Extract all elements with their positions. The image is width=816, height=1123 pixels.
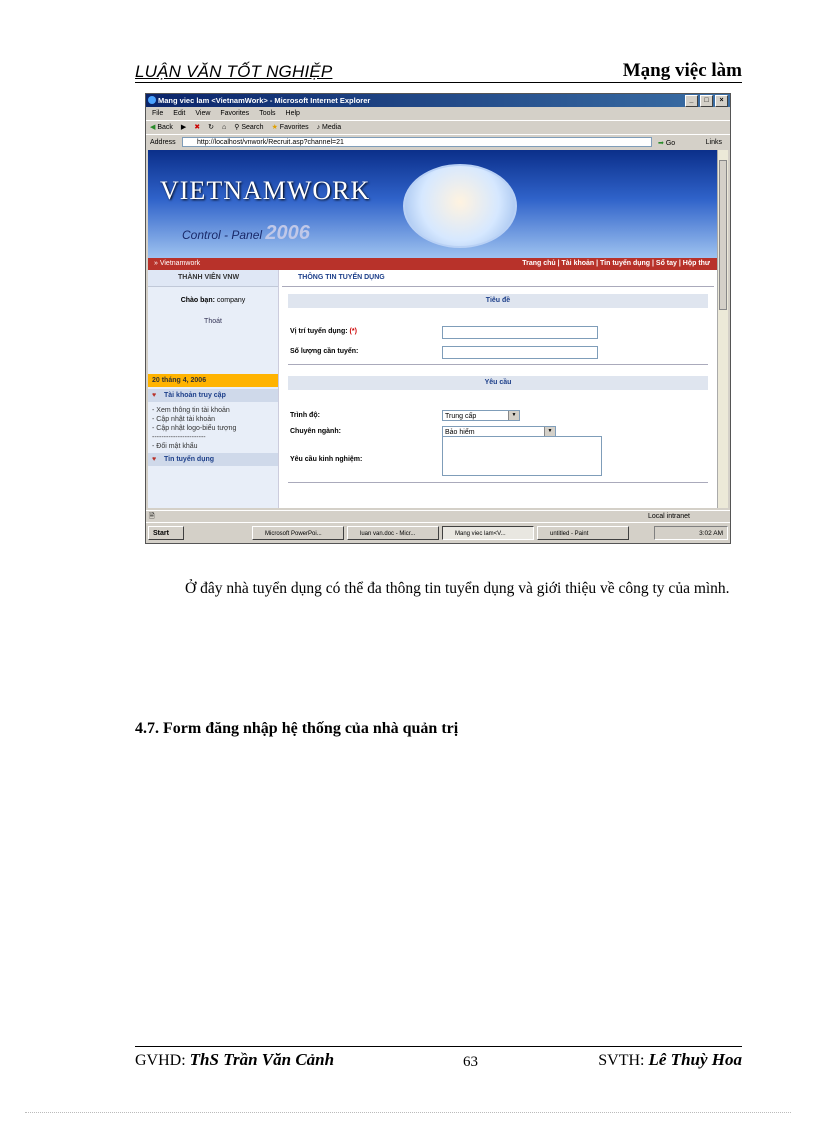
section-title-heading: Tiêu đề <box>288 294 708 308</box>
menu-file[interactable]: File <box>152 110 164 117</box>
close-icon[interactable]: × <box>715 95 728 107</box>
browser-toolbar <box>146 120 730 135</box>
quantity-label: Số lượng cần tuyển: <box>290 348 359 355</box>
site-logo: VIETNAMWORK <box>160 176 371 205</box>
stop-icon[interactable]: ✖ <box>194 124 201 131</box>
quantity-input[interactable] <box>442 346 598 359</box>
menu-help[interactable]: Help <box>285 110 300 117</box>
ie-icon <box>148 96 156 104</box>
supervisor-name: ThS Trần Văn Cảnh <box>189 1050 335 1069</box>
back-label: Back <box>157 124 173 131</box>
required-mark: (*) <box>349 328 357 335</box>
student-label: SVTH: <box>598 1052 645 1069</box>
menu-view[interactable]: View <box>195 110 211 117</box>
heart-icon: ♥ <box>152 456 157 463</box>
browser-screenshot <box>145 93 731 544</box>
major-value: Bảo hiểm <box>445 429 475 436</box>
greeting-user: company <box>216 297 246 304</box>
student-name: Lê Thuỳ Hoa <box>648 1050 742 1069</box>
menu-bar <box>146 107 730 120</box>
position-input[interactable] <box>442 326 598 339</box>
chevron-down-icon: ▼ <box>508 411 519 420</box>
task-powerpoint[interactable]: Microsoft PowerPoi... <box>252 526 344 540</box>
sidebar-item-change-password[interactable]: - Đổi mật khẩu <box>152 443 198 450</box>
sidebar <box>148 270 279 508</box>
site-banner <box>148 150 718 258</box>
menu-edit[interactable]: Edit <box>173 110 186 117</box>
section-heading: 4.7. Form đăng nhập hệ thống của nhà quản trị <box>135 720 459 737</box>
task-ie[interactable]: Mang viec lam<V... <box>442 526 534 540</box>
window-title: Mang viec lam <VietnamWork> - Microsoft Internet Explorer <box>158 96 371 105</box>
media-label: Media <box>322 124 342 131</box>
divider <box>288 482 708 483</box>
go-label: Go <box>665 140 676 147</box>
search-icon: ⚲ <box>234 124 240 131</box>
page-title: THÔNG TIN TUYỂN DỤNG <box>282 270 714 287</box>
search-label: Search <box>241 124 264 131</box>
search-button[interactable] <box>234 121 263 135</box>
page-edge <box>25 1112 791 1113</box>
page-number: 63 <box>463 1054 478 1070</box>
favorites-label: Favorites <box>279 124 309 131</box>
menu-favorites[interactable]: Favorites <box>220 110 250 117</box>
security-zone: Local intranet <box>647 513 690 520</box>
heart-icon: ♥ <box>152 392 157 399</box>
sidebar-item-update-account[interactable]: - Cập nhật tài khoản <box>152 416 216 423</box>
web-page <box>148 150 718 508</box>
sidebar-separator: ----------------------- <box>152 434 206 441</box>
supervisor-label: GVHD: <box>135 1052 186 1069</box>
sidebar-section-jobs[interactable] <box>148 453 278 466</box>
level-select[interactable] <box>442 410 520 421</box>
media-icon: ♪ <box>316 124 321 131</box>
clock: 3:02 AM <box>699 530 723 537</box>
go-arrow-icon: ➡ <box>658 140 664 147</box>
address-input[interactable]: http://localhost/vnwork/Recruit.asp?channel=21 <box>182 137 652 147</box>
forward-icon[interactable]: ▶ <box>180 124 187 131</box>
body-paragraph: Ở đây nhà tuyển dụng có thể đa thông tin tuyển dụng và giới thiệu về công ty của mình. <box>185 580 730 597</box>
system-tray <box>654 526 728 540</box>
favorites-button[interactable] <box>272 121 309 135</box>
chevron-down-icon: ▼ <box>544 427 555 436</box>
banner-photo <box>403 164 517 248</box>
address-label: Address <box>150 139 176 146</box>
minimize-icon[interactable]: _ <box>685 95 698 107</box>
address-bar <box>146 134 730 150</box>
header-title-right: Mạng việc làm <box>622 60 742 81</box>
windows-taskbar <box>146 522 730 544</box>
level-value: Trung cấp <box>445 413 477 420</box>
menu-tools[interactable]: Tools <box>259 110 276 117</box>
links-button[interactable]: Links <box>705 139 722 146</box>
scrollbar-thumb[interactable] <box>719 160 727 310</box>
back-button[interactable] <box>150 121 173 135</box>
experience-textarea[interactable] <box>442 436 602 476</box>
banner-sub-text: Control - Panel <box>182 228 263 242</box>
greeting-label: Chào bạn: <box>180 297 215 304</box>
header-divider <box>135 82 742 83</box>
window-buttons <box>685 95 728 107</box>
media-button[interactable] <box>317 121 342 135</box>
sidebar-greeting <box>148 297 278 304</box>
refresh-icon[interactable]: ↻ <box>208 124 215 131</box>
position-label <box>290 328 357 335</box>
banner-year: 2006 <box>265 222 310 244</box>
task-paint[interactable]: untitled - Paint <box>537 526 629 540</box>
window-titlebar <box>146 94 730 107</box>
status-bar <box>146 510 730 522</box>
page-icon: 🗎 <box>149 513 155 520</box>
footer-supervisor <box>135 1050 334 1070</box>
nav-brand[interactable]: » Vietnamwork <box>154 260 201 267</box>
header-title-left: LUẬN VĂN TỐT NGHIỆP <box>135 62 333 81</box>
sidebar-item-update-logo[interactable]: - Cập nhật logo-biểu tượng <box>152 425 237 432</box>
section-jobs-label: Tin tuyển dụng <box>164 456 215 463</box>
experience-label: Yêu cầu kinh nghiệm: <box>290 456 363 463</box>
task-word[interactable]: luan van.doc - Micr... <box>347 526 439 540</box>
back-icon: ◀ <box>150 124 156 131</box>
sidebar-date: 20 tháng 4, 2006 <box>148 374 278 387</box>
footer-divider <box>135 1046 742 1047</box>
sidebar-header: THÀNH VIÊN VNW <box>148 270 278 287</box>
start-button[interactable]: Start <box>148 526 184 540</box>
section-account-label: Tài khoản truy cập <box>164 392 226 399</box>
main-content <box>282 270 714 508</box>
banner-subtitle <box>182 222 310 245</box>
star-icon: ★ <box>271 124 278 131</box>
position-label-text: Vị trí tuyển dụng: <box>290 328 348 335</box>
level-label: Trình độ: <box>290 412 320 419</box>
footer-student <box>598 1050 742 1070</box>
sidebar-section-account[interactable] <box>148 389 278 402</box>
major-label: Chuyên ngành: <box>290 428 341 435</box>
nav-links[interactable]: Trang chủ | Tài khoản | Tin tuyển dụng | Sổ tay | Hộp thư <box>522 260 710 267</box>
logout-link[interactable]: Thoát <box>204 318 222 325</box>
section-requirements-heading: Yêu cầu <box>288 376 708 390</box>
divider <box>288 364 708 365</box>
home-icon[interactable]: ⌂ <box>222 124 227 131</box>
account-menu-list <box>152 406 236 451</box>
site-navbar <box>148 258 718 270</box>
go-button[interactable] <box>658 136 675 151</box>
sidebar-item-view-account[interactable]: - Xem thông tin tài khoản <box>152 407 230 414</box>
maximize-icon[interactable]: □ <box>700 95 713 107</box>
vertical-scrollbar[interactable] <box>717 150 728 508</box>
